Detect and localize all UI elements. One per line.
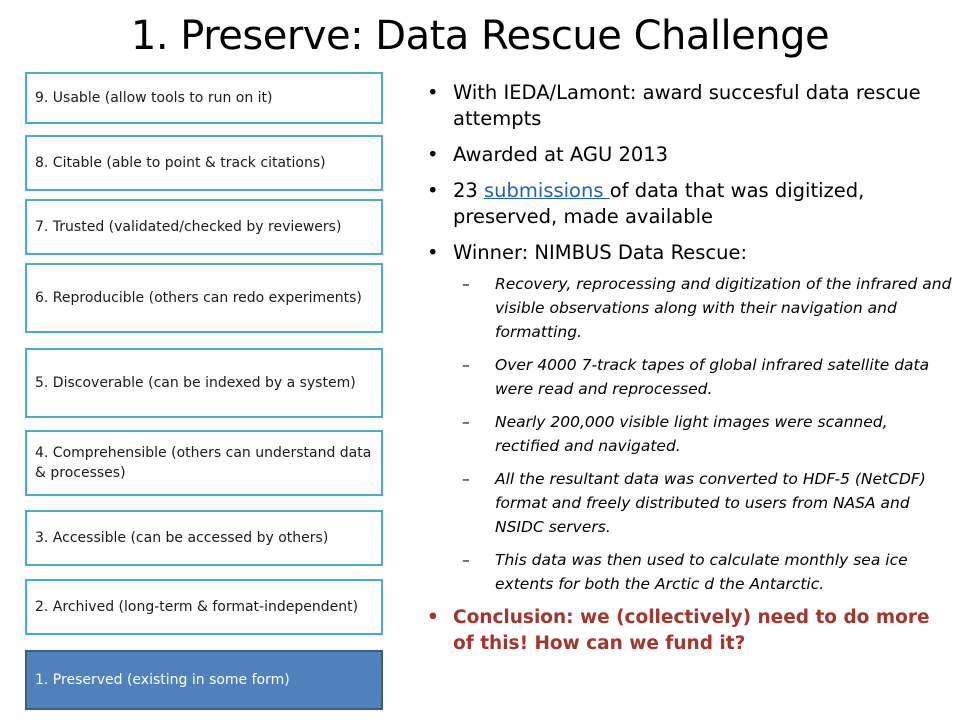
bullet-winner <box>425 240 955 266</box>
dash-icon: – <box>462 413 470 431</box>
slide-title: 1. Preserve: Data Rescue Challenge <box>130 13 830 59</box>
level-8-citable: 8. Citable (able to point & track citations) <box>25 135 383 191</box>
submissions-link[interactable]: submissions <box>484 179 610 202</box>
bullet-icon: • <box>427 179 439 202</box>
bullet-icon: • <box>427 143 439 166</box>
bullet-list <box>425 80 955 667</box>
bullet-icon: • <box>427 607 439 628</box>
level-3-accessible: 3. Accessible (can be accessed by others) <box>25 510 383 566</box>
bullet-text: Winner: NIMBUS Data Rescue: <box>453 241 748 264</box>
sub-bullet-text: This data was then used to calculate monthly sea ice extents for both the Arctic d the Antarctic. <box>495 551 908 593</box>
sub-bullet-images <box>425 410 955 458</box>
dash-icon: – <box>462 470 470 488</box>
bullet-conclusion <box>425 605 955 657</box>
bullet-text: Awarded at AGU 2013 <box>453 143 669 166</box>
dash-icon: – <box>462 275 470 293</box>
level-7-trusted: 7. Trusted (validated/checked by reviewers) <box>25 199 383 255</box>
level-2-archived: 2. Archived (long-term & format-independent) <box>25 579 383 635</box>
bullet-submissions <box>425 178 955 230</box>
bullet-icon: • <box>427 241 439 264</box>
bullet-ieda-lamont <box>425 80 955 132</box>
sub-bullet-text: All the resultant data was converted to HDF-5 (NetCDF) format and freely distributed to users from NASA and NSIDC servers. <box>495 470 926 536</box>
sub-bullet-tapes <box>425 353 955 401</box>
bullet-awarded-agu <box>425 142 955 168</box>
level-4-comprehensible: 4. Comprehensible (others can understand data & processes) <box>25 430 383 496</box>
level-5-discoverable: 5. Discoverable (can be indexed by a system) <box>25 348 383 418</box>
sub-bullet-recovery <box>425 272 955 344</box>
conclusion-text: Conclusion: we (collectively) need to do more of this! How can we fund it? <box>453 607 930 654</box>
sub-bullet-text: Nearly 200,000 visible light images were scanned, rectified and navigated. <box>495 413 888 455</box>
sub-bullet-hdf5 <box>425 467 955 539</box>
sub-bullet-sea-ice <box>425 548 955 596</box>
level-6-reproducible: 6. Reproducible (others can redo experiments) <box>25 263 383 333</box>
bullet-icon: • <box>427 81 439 104</box>
bullet-text-prefix: 23 <box>453 179 485 202</box>
bullet-text-suffix: of data that was digitized, preserved, made available <box>453 179 865 228</box>
sub-bullet-text: Recovery, reprocessing and digitization of the infrared and visible observations along with their navigation and formatting. <box>495 275 952 341</box>
level-9-usable: 9. Usable (allow tools to run on it) <box>25 72 383 124</box>
dash-icon: – <box>462 356 470 374</box>
level-1-preserved: 1. Preserved (existing in some form) <box>25 650 383 710</box>
bullet-text: With IEDA/Lamont: award succesful data rescue attempts <box>453 81 921 130</box>
dash-icon: – <box>462 551 470 569</box>
sub-bullet-text: Over 4000 7-track tapes of global infrared satellite data were read and reprocessed. <box>495 356 930 398</box>
